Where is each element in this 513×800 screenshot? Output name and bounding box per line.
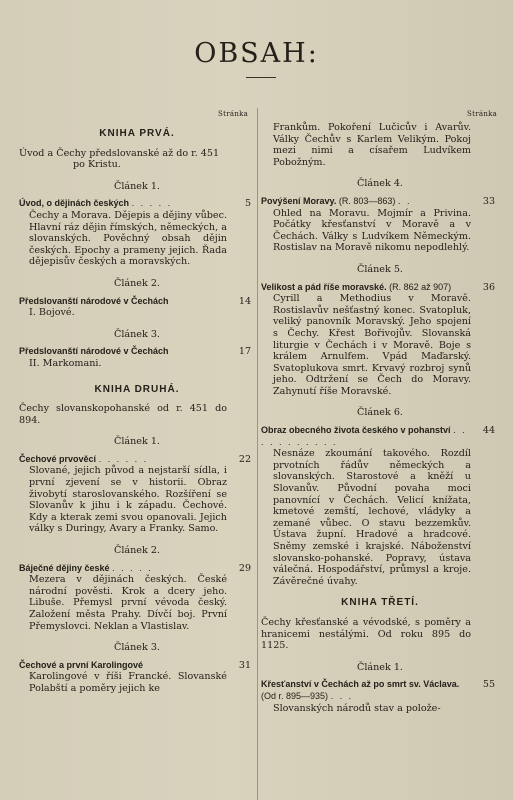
book2-heading: KNIHA DRUHÁ. <box>94 383 180 395</box>
article-heading: Článek 5. <box>356 263 403 275</box>
entry-summary: Ohled na Moravu. Mojmír a Privina. Počátky křesťanství v Moravě a v Čechách. Války s Ludvíkem Německým. Rostislav na Moravě nikomu nepodlehlý. <box>273 207 471 254</box>
toc-entry: Křesťanství v Čechách až po smrt sv. Václava. (Od r. 895—935) . . . 55 Slovanských národů stav a polože- <box>261 679 499 714</box>
book3-intro: Čechy křesťanské a vévodské, s poměry a hranicemi nestálými. Od roku 895 do 1125. <box>261 616 471 652</box>
continued-text: Frankům. Pokoření Lučicův i Avarův. Války Čechův s Karlem Velikým. Pokoj mezi nimi a císařem Ludvíkem Pobožným. <box>273 122 471 168</box>
title-rule <box>246 77 276 78</box>
right-column <box>261 122 499 720</box>
stranka-label-right: Stránka <box>467 110 498 118</box>
book1-heading: KNIHA PRVÁ. <box>99 128 175 139</box>
page-number: 36 <box>482 281 495 293</box>
entry-title: Čechové a první Karolingové <box>19 659 144 670</box>
page-number: 33 <box>482 195 495 207</box>
left-column <box>19 124 255 701</box>
entry-title: Křesťanství v Čechách až po smrt sv. Václava. <box>261 679 460 690</box>
entry-summary: Nesnáze zkoumání takového. Rozdíl prvotních řádův německých a slovanských. Starostové a kněží u Slovanův. Původní povaha moci panovnící v Čechách. Velicí knížata, kmetové zemští, lechové, vládyky a zemané vůbec. O stavu bezzemkův. Ústava župní. Hradové a hradcové. Sněmy zemské i krajské. Náboženství slovansko-pohanské. Popravy, ústava válečná. Hospodářství, průmysl a kroje. Závěrečné úvahy. <box>273 448 471 587</box>
page-number: 5 <box>244 198 251 210</box>
entry-title: Velikost a pád říše moravské. <box>261 281 387 292</box>
entry-summary: Slovanských národů stav a polože- <box>273 702 441 714</box>
toc-entry: Báječné dějiny české . . . . . 29 Mezera v dějinách českých. České národní pověsti. Krok a dcery jeho. Libuše. Přemysl první vévoda český. Založení města Prahy. Dívčí boj. První Přemyslovci. Neklan a Vlastislav. <box>19 563 255 633</box>
entry-summary: I. Bojové. <box>29 307 75 319</box>
book2-intro: Čechy slovanskopohanské od r. 451 do 894. <box>19 403 227 426</box>
entry-summary: Mezera v dějinách českých. České národní pověsti. Krok a dcery jeho. Libuše. Přemysl první vévoda český. Založení města Prahy. Dívčí boj. První Přemyslovci. Neklan a Vlastislav. <box>29 574 227 632</box>
article-heading: Článek 4. <box>356 178 403 190</box>
page-number: 17 <box>238 346 251 358</box>
entry-title: Předslovanští národové v Čechách <box>19 346 169 357</box>
article-heading: Článek 6. <box>356 407 403 419</box>
article-heading: Článek 2. <box>113 277 160 289</box>
article-heading: Článek 2. <box>113 545 160 557</box>
entry-title: Báječné dějiny české <box>19 562 110 573</box>
page-number: 14 <box>238 295 251 307</box>
toc-entry <box>19 296 255 319</box>
page-title: OBSAH: <box>194 38 319 69</box>
entry-title: Předslovanští národové v Čechách <box>19 295 169 306</box>
entry-title: Obraz obecného života českého v pohanství <box>261 425 451 436</box>
page-number: 29 <box>238 562 251 574</box>
entry-title: Čechové prvověcí <box>19 453 97 464</box>
article-heading: Článek 3. <box>113 642 160 654</box>
toc-entry: Úvod, o dějinách českých . . . . . 5 Čechy a Morava. Dějepis a dějiny vůbec. Hlavní ráz dějin římských, německých, a slovanských. Pověchný obsah dějin českých. Epochy a prameny jejich. Řada dějepisův českých a moravských. <box>19 198 255 268</box>
page-number: 31 <box>238 659 251 671</box>
article-heading: Článek 3. <box>113 328 160 340</box>
page-number: 44 <box>482 425 495 437</box>
entry-title: Úvod, o dějinách českých <box>19 198 130 209</box>
toc-entry: Velikost a pád říše moravské. (R. 862 až 907) 36 Cyrill a Methodius v Moravě. Rostislavův nešťastný konec. Svatopluk, veliký panovník Moravský. Jeho spojení s Čechy. Křest Bořivojův. Slovanská liturgie v Čechách i v Moravě. Boje s králem Arnulfem. Vpád Maďarský. Svatoplukova smrt. Krvavý rozbroj synů jeho. Odtržení se Čech do Moravy. Zahynutí říše Moravské. <box>261 282 499 398</box>
article-heading: Článek 1. <box>113 436 160 448</box>
stranka-label-left: Stránka <box>218 110 249 118</box>
toc-entry <box>19 660 255 695</box>
entry-summary: Karolingové v říši Francké. Slovanské Polabští a poměry jejich ke <box>29 671 227 694</box>
book1-intro: Úvod a Čechy předslovanské až do r. 451 po Kristu. <box>19 147 220 171</box>
toc-entry <box>19 346 255 369</box>
entry-summary: II. Markomani. <box>29 357 102 369</box>
column-divider <box>257 108 258 800</box>
entry-title: Povýšení Moravy. <box>261 195 337 206</box>
article-heading: Článek 1. <box>356 661 403 673</box>
article-heading: Článek 1. <box>113 180 160 192</box>
entry-summary: Cyrill a Methodius v Moravě. Rostislavův nešťastný konec. Svatopluk, veliký panovník Moravský. Jeho spojení s Čechy. Křest Bořivojův. Slovanská liturgie v Čechách i v Moravě. Boje s králem Arnulfem. Vpád Maďarský. Svatoplukova smrt. Krvavý rozbroj synů jeho. Odtržení se Čech do Moravy. Zahynutí říše Moravské. <box>273 293 471 397</box>
book3-heading: KNIHA TŘETÍ. <box>341 597 419 609</box>
page-number: 22 <box>238 453 251 465</box>
toc-entry: Obraz obecného života českého v pohanství . . . . . . . . . . . 44 Nesnáze zkoumání takového. Rozdíl prvotních řádův německých a slovanských. Starostové a kněží u Slovanův. Původní povaha moci panovnící v Čechách. Velicí knížata, kmetové zemští, lechové, vládyky a zemané vůbec. O stavu bezzemkův. Ústava župní. Hradové a hradcové. Sněmy zemské i krajské. Náboženství slovansko-pohanské. Popravy, ústava válečná. Hospodářství, průmysl a kroje. Závěrečné úvahy. <box>261 425 499 587</box>
entry-summary: Čechy a Morava. Dějepis a dějiny vůbec. Hlavní ráz dějin římských, německých, a slovanských. Pověchný obsah dějin českých. Epochy a prameny jejich. Řada dějepisův českých a moravských. <box>29 209 227 268</box>
entry-summary: Slované, jejich původ a nejstarší sídla, i první zjevení se v historii. Obraz živobytí staroslovanského. Rozšíření se Slovanův k jihu i k západu. Čechové. Kdy a kterak zemi svou opanovali. Jejich války s Duringy, Avary a Franky. Samo. <box>29 465 227 535</box>
toc-entry: Čechové prvověcí . . . . . . 22 Slované, jejich původ a nejstarší sídla, i první zjevení se v historii. Obraz živobytí staroslovanského. Rozšíření se Slovanův k jihu i k západu. Čechové. Kdy a kterak zemi svou opanovali. Jejich války s Duringy, Avary a Franky. Samo. <box>19 454 255 535</box>
toc-entry: Povýšení Moravy. (R. 803—863) . . 33 Ohled na Moravu. Mojmír a Privina. Počátky křesťanství v Moravě a v Čechách. Války s Ludvíkem Německým. Rostislav na Moravě nikomu nepodlehlý. <box>261 196 499 254</box>
page-number: 55 <box>482 679 495 691</box>
